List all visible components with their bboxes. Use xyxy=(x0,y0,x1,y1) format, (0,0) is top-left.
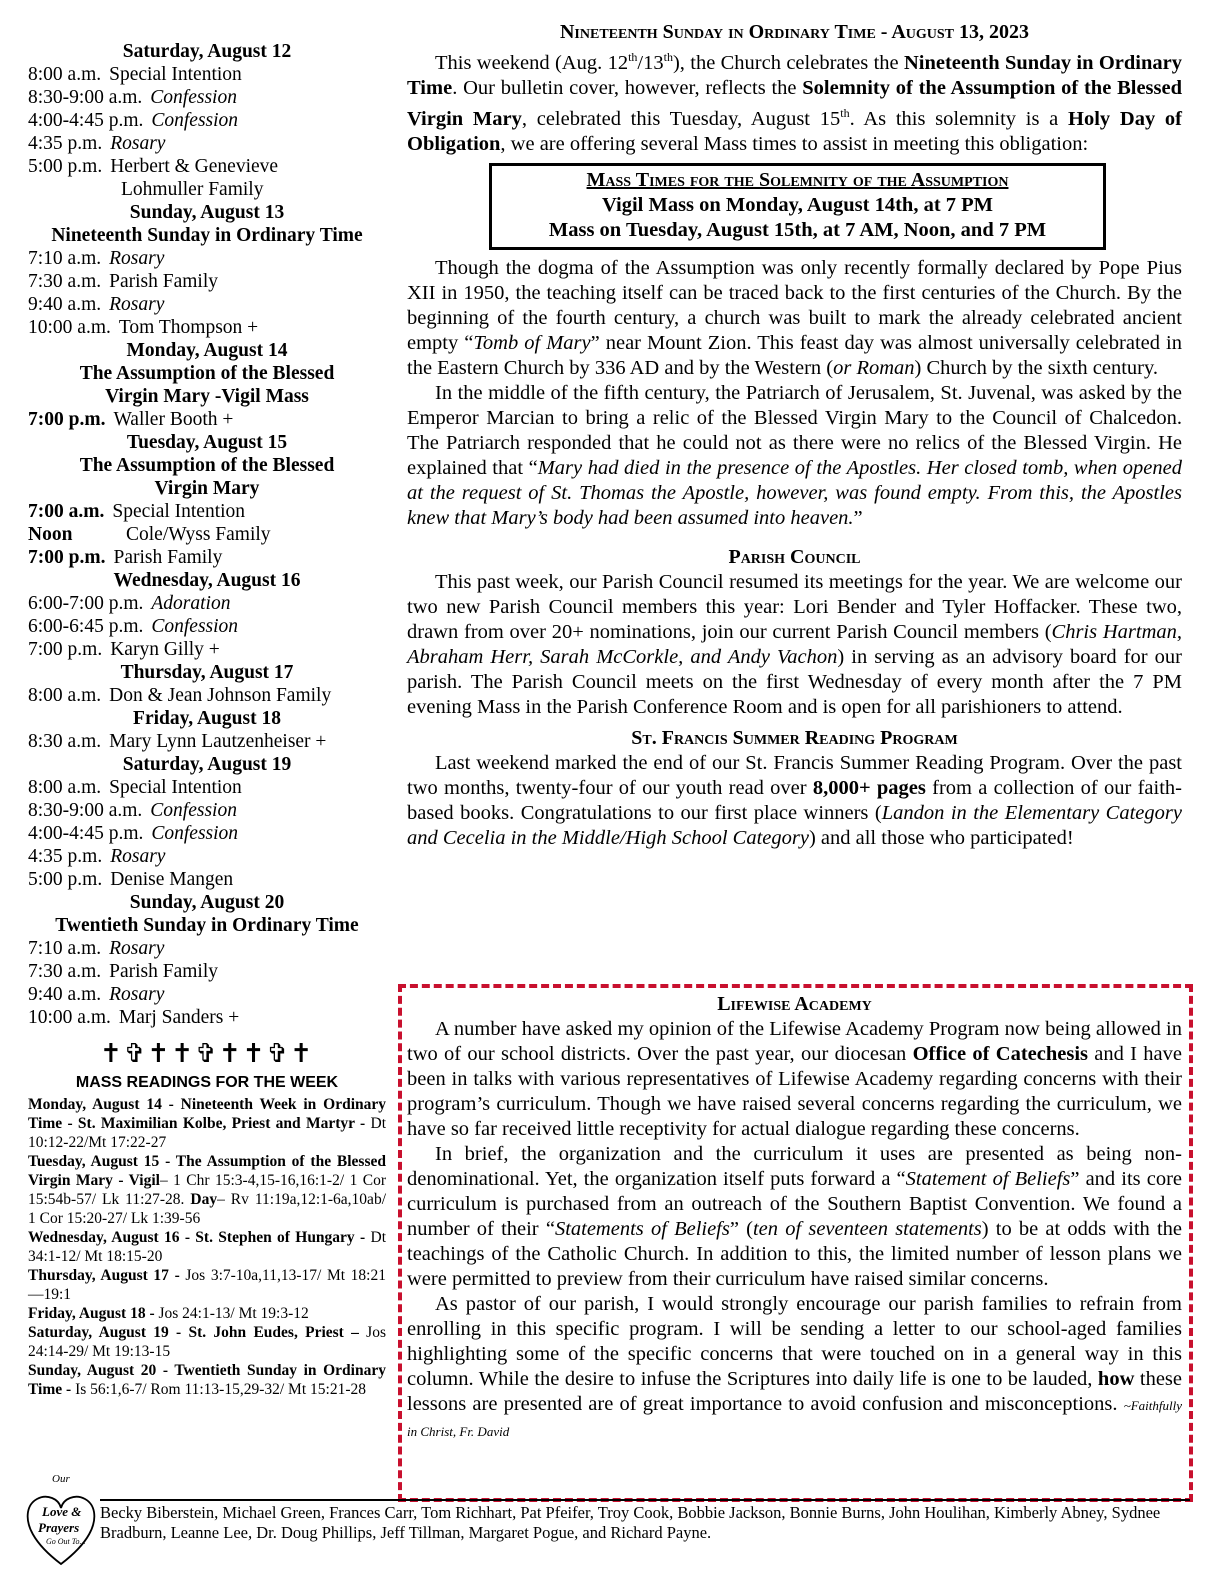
schedule-day-heading: Virgin Mary -Vigil Mass xyxy=(105,386,309,407)
schedule-intention: Confession xyxy=(151,110,239,131)
schedule-time: 7:30 a.m. xyxy=(28,271,102,292)
schedule-entry xyxy=(28,592,386,615)
svg-text:Go Out To...: Go Out To... xyxy=(46,1537,86,1546)
schedule-entry xyxy=(28,523,386,546)
schedule-day-heading: Sunday, August 13 xyxy=(129,202,285,223)
schedule-time: Noon xyxy=(28,524,73,545)
schedule-entry xyxy=(28,109,386,132)
schedule-time: 6:00-7:00 p.m. xyxy=(28,593,144,614)
schedule-entry xyxy=(28,1006,386,1029)
reading-program-paragraph: Last weekend marked the end of our St. Francis Summer Reading Program. Over the past two months, twenty-four of our youth read over 8,000+ pages from a collection of our faith-based books. Congratulations to our first place winners (Landon in the Elementary Category and Cecelia in the Middle/High School Category) and all those who participated! xyxy=(407,751,1182,849)
schedule-entry xyxy=(28,684,386,707)
schedule-time: 9:40 a.m. xyxy=(28,294,102,315)
schedule-entry xyxy=(28,868,386,891)
schedule-time: 10:00 a.m. xyxy=(28,317,111,338)
prayer-list-names: Becky Biberstein, Michael Green, Frances Carr, Tom Richhart, Pat Pfeifer, Troy Cook, Bobbie Jackson, Bonnie Burns, John Houlihan, Kimberly Abney, Sydnee Bradburn, Leanne Lee, Dr. Doug Phillips, Jeff Tillman, Margaret Pogue, and Richard Payne. xyxy=(100,1503,1161,1542)
schedule-time: 7:10 a.m. xyxy=(28,248,102,269)
schedule-day-heading: The Assumption of the Blessed xyxy=(79,455,335,476)
heart-icon xyxy=(22,1472,100,1572)
schedule-time: 5:00 p.m. xyxy=(28,156,103,177)
schedule-time: 6:00-6:45 p.m. xyxy=(28,616,144,637)
schedule-intention: Cole/Wyss Family xyxy=(126,524,271,545)
schedule-time: 10:00 a.m. xyxy=(28,1007,111,1028)
readings-title: MASS READINGS FOR THE WEEK xyxy=(75,1074,339,1091)
mass-times-box xyxy=(489,163,1106,250)
schedule-day-heading: Nineteenth Sunday in Ordinary Time xyxy=(51,225,363,246)
chalcedon-paragraph: In the middle of the fifth century, the Patriarch of Jerusalem, St. Juvenal, was asked by the Emperor Marcian to bring a relic of the Blessed Virgin Mary to the Council of Chalcedon. The Patriarch responded that he could not as there were no relics of the Blessed Virgin. He explained that “Mary had died in the presence of the Apostles. Her closed tomb, when opened at the request of St. Thomas the Apostle, however, was found empty. From this, the Apostles knew that Mary’s body had been assumed into heaven.” xyxy=(407,381,1182,529)
schedule-entry xyxy=(28,293,386,316)
schedule-entry xyxy=(28,316,386,339)
intro-paragraph: This weekend (Aug. 12th/13th), the Church celebrates the Nineteenth Sunday in Ordinary Time. Our bulletin cover, however, reflects the Solemnity of the Assumption of the Blessed Virgin Mary, celebrated this Tuesday, August 15th. As this solemnity is a Holy Day of Obligation, we are offering several Mass times to assist in meeting this obligation: xyxy=(407,50,1183,155)
schedule-day-heading: Saturday, August 19 xyxy=(122,754,292,775)
lifewise-paragraph-3: As pastor of our parish, I would strongly encourage our parish families to refrain from enrolling in this specific program. I will be sending a letter to our school-aged families highlighting some of the specific concerns that were touched on in a general way in this column. While the desire to infuse the Scriptures into daily life is one to be lauded, how these lessons are presented are of great importance to avoid confusion and misconceptions. ~Faithfully in Christ, Fr. David xyxy=(407,1293,1183,1439)
schedule-time: 7:30 a.m. xyxy=(28,961,102,982)
schedule-intention: Confession xyxy=(151,823,239,844)
schedule-entry xyxy=(28,546,386,569)
schedule-entry xyxy=(28,155,386,178)
schedule-intention: Adoration xyxy=(151,593,231,614)
reading-entry: Monday, August 14 - Nineteenth Week in Ordinary Time - St. Maximilian Kolbe, Priest and Martyr - Dt 10:12-22/Mt 17:22-27 xyxy=(28,1096,387,1151)
schedule-time: 8:30 a.m. xyxy=(28,731,102,752)
svg-text:Love &: Love & xyxy=(42,1504,82,1519)
schedule-time: 4:00-4:45 p.m. xyxy=(28,823,144,844)
schedule-time: 7:10 a.m. xyxy=(28,938,102,959)
reading-entry: Thursday, August 17 - Jos 3:7-10a,11,13-17/ Mt 18:21—19:1 xyxy=(28,1267,386,1303)
mass-times-title: Mass Times for the Solemnity of the Assumption xyxy=(586,168,1009,191)
schedule-time: 5:00 p.m. xyxy=(28,869,103,890)
mass-schedule xyxy=(28,40,386,1029)
schedule-time: 8:00 a.m. xyxy=(28,777,102,798)
vigil-mass-line: Vigil Mass on Monday, August 14th, at 7 PM xyxy=(601,193,994,216)
schedule-entry xyxy=(28,937,386,960)
parish-council-title: Parish Council xyxy=(728,545,861,568)
reading-entry: Tuesday, August 15 - The Assumption of the Blessed Virgin Mary - Vigil– 1 Chr 15:3-4,15-16,16:1-2/ 1 Cor 15:54b-57/ Lk 11:27-28. Day– Rv 11:19a,12:1-6a,10ab/ 1 Cor 15:20-27/ Lk 1:39-56 xyxy=(28,1153,386,1227)
signature: ~Faithfully in Christ, Fr. David xyxy=(407,1398,1182,1439)
lifewise-paragraph-2: In brief, the organization and the curriculum it uses are presented as being non-denominational. Yet, the organization itself puts forward a “Statement of Beliefs” and its core curriculum is purchased from an outreach of the Southern Baptist Convention. We found a number of their “Statements of Beliefs” (ten of seventeen statements) to be at odds with the teachings of the Catholic Church. In addition to this, the limited number of lesson plans we were permitted to preview from their curriculum have raised similar concerns. xyxy=(407,1143,1183,1290)
schedule-intention: Karyn Gilly + xyxy=(110,639,220,660)
schedule-intention: Rosary xyxy=(109,938,165,959)
schedule-time: 4:35 p.m. xyxy=(28,846,103,867)
schedule-entry xyxy=(28,960,386,983)
readings-list xyxy=(28,1095,386,1399)
reading-entry: Saturday, August 19 - St. John Eudes, Priest – Jos 24:14-29/ Mt 19:13-15 xyxy=(28,1324,386,1360)
love-prayers-logo xyxy=(22,1472,100,1572)
schedule-intention: Mary Lynn Lautzenheiser + xyxy=(109,731,327,752)
schedule-day-heading: Saturday, August 12 xyxy=(122,41,292,62)
page-title: Nineteenth Sunday in Ordinary Time - August 13, 2023 xyxy=(559,21,1030,43)
schedule-intention: Confession xyxy=(150,800,237,821)
schedule-intention: Rosary xyxy=(110,846,166,867)
main-article-column xyxy=(407,20,1182,851)
reading-entry: Sunday, August 20 - Twentieth Sunday in Ordinary Time - Is 56:1,6-7/ Rom 11:13-15,29-32/ Mt 15:21-28 xyxy=(28,1362,386,1398)
schedule-time: 4:35 p.m. xyxy=(28,133,103,154)
schedule-time: 8:00 a.m. xyxy=(28,64,102,85)
schedule-entry xyxy=(28,500,386,523)
schedule-time: 7:00 p.m. xyxy=(28,409,106,430)
schedule-intention: Denise Mangen xyxy=(110,869,234,890)
schedule-day-heading: Thursday, August 17 xyxy=(120,662,294,683)
schedule-day-heading: The Assumption of the Blessed xyxy=(79,363,335,384)
schedule-day-heading: Twentieth Sunday in Ordinary Time xyxy=(55,915,359,936)
schedule-day-heading: Sunday, August 20 xyxy=(129,892,285,913)
schedule-intention: Rosary xyxy=(109,248,165,269)
schedule-entry xyxy=(28,822,386,845)
schedule-entry xyxy=(28,247,386,270)
assumption-history-paragraph: Though the dogma of the Assumption was only recently formally declared by Pope Pius XII in 1950, the teaching itself can be traced back to the first centuries of the Church. By the beginning of the fourth century, a church was built to mark the already celebrated ancient empty “Tomb of Mary” near Mount Zion. This feast day was almost universally celebrated in the Eastern Church by 336 AD and by the Western (or Roman) Church by the sixth century. xyxy=(407,256,1182,379)
schedule-time: 8:30-9:00 a.m. xyxy=(28,800,143,821)
schedule-entry xyxy=(28,983,386,1006)
schedule-day-heading: Wednesday, August 16 xyxy=(113,570,301,591)
schedule-intention: Parish Family xyxy=(109,961,219,982)
schedule-intention: Herbert & Genevieve xyxy=(110,156,279,177)
reading-entry: Wednesday, August 16 - St. Stephen of Hungary - Dt 34:1-12/ Mt 18:15-20 xyxy=(28,1229,386,1265)
schedule-intention: Rosary xyxy=(109,984,165,1005)
schedule-intention: Confession xyxy=(151,616,239,637)
schedule-entry xyxy=(28,270,386,293)
schedule-entry xyxy=(28,63,386,86)
schedule-intention: Special Intention xyxy=(109,777,242,798)
schedule-day-heading: Tuesday, August 15 xyxy=(126,432,288,453)
schedule-day-heading: Friday, August 18 xyxy=(133,708,281,729)
parish-council-paragraph: This past week, our Parish Council resumed its meetings for the year. We are welcome our two new Parish Council members this year: Lori Bender and Tyler Hoffacker. These two, drawn from over 20+ nominations, join our current Parish Council members (Chris Hartman, Abraham Herr, Sarah McCorkle, and Andy Vachon) in serving as an advisory board for our parish. The Parish Council meets on the first Wednesday of every month after the 7 PM evening Mass in the Parish Conference Room and is open for all parishioners to attend. xyxy=(407,570,1182,718)
schedule-entry xyxy=(28,615,386,638)
schedule-day-heading: Monday, August 14 xyxy=(126,340,288,361)
schedule-intention: Don & Jean Johnson Family xyxy=(109,685,332,706)
day-mass-line: Mass on Tuesday, August 15th, at 7 AM, Noon, and 7 PM xyxy=(548,218,1047,241)
schedule-entry-continuation: Lohmuller Family xyxy=(121,179,264,200)
schedule-time: 7:00 p.m. xyxy=(28,639,103,660)
schedule-intention: Special Intention xyxy=(109,64,242,85)
schedule-time: 7:00 a.m. xyxy=(28,501,105,522)
svg-text:Prayers: Prayers xyxy=(38,1520,80,1535)
schedule-entry xyxy=(28,799,386,822)
lifewise-paragraph-1: A number have asked my opinion of the Lifewise Academy Program now being allowed in two of our school districts. Over the past year, our diocesan Office of Catechesis and I have been in talks with various representatives of Lifewise Academy regarding concerns with their program’s curriculum. Though we have raised several concerns regarding the curriculum, we have so far received little receptivity for actual dialogue regarding these concerns. xyxy=(407,1018,1182,1140)
schedule-intention: Marj Sanders + xyxy=(118,1007,240,1028)
lifewise-title: Lifewise Academy xyxy=(717,993,872,1015)
schedule-entry xyxy=(28,845,386,868)
schedule-intention: Parish Family xyxy=(109,271,219,292)
schedule-time: 7:00 p.m. xyxy=(28,547,106,568)
schedule-time: 4:00-4:45 p.m. xyxy=(28,110,144,131)
schedule-intention: Special Intention xyxy=(112,501,246,522)
crosses-divider: ✝✞✝✝✞✝✝✞✝ xyxy=(99,1039,315,1068)
schedule-entry xyxy=(28,132,386,155)
svg-text:Our: Our xyxy=(52,1473,70,1485)
schedule-intention: Tom Thompson + xyxy=(118,317,259,338)
schedule-intention: Waller Booth + xyxy=(113,409,234,430)
schedule-intention: Rosary xyxy=(109,294,165,315)
schedule-entry xyxy=(28,86,386,109)
schedule-entry xyxy=(28,638,386,661)
schedule-time: 8:30-9:00 a.m. xyxy=(28,87,143,108)
schedule-time: 9:40 a.m. xyxy=(28,984,102,1005)
mass-schedule-column xyxy=(28,40,386,1399)
schedule-entry xyxy=(28,408,386,431)
schedule-entry xyxy=(28,776,386,799)
footer-rule xyxy=(100,1499,1190,1501)
schedule-intention: Parish Family xyxy=(113,547,223,568)
schedule-entry xyxy=(28,730,386,753)
schedule-intention: Rosary xyxy=(110,133,166,154)
schedule-day-heading: Virgin Mary xyxy=(154,478,260,499)
lifewise-section xyxy=(407,992,1182,1444)
reading-entry: Friday, August 18 - Jos 24:1-13/ Mt 19:3-12 xyxy=(28,1305,309,1322)
schedule-time: 8:00 a.m. xyxy=(28,685,102,706)
reading-program-title: St. Francis Summer Reading Program xyxy=(631,726,958,749)
schedule-intention: Confession xyxy=(150,87,237,108)
